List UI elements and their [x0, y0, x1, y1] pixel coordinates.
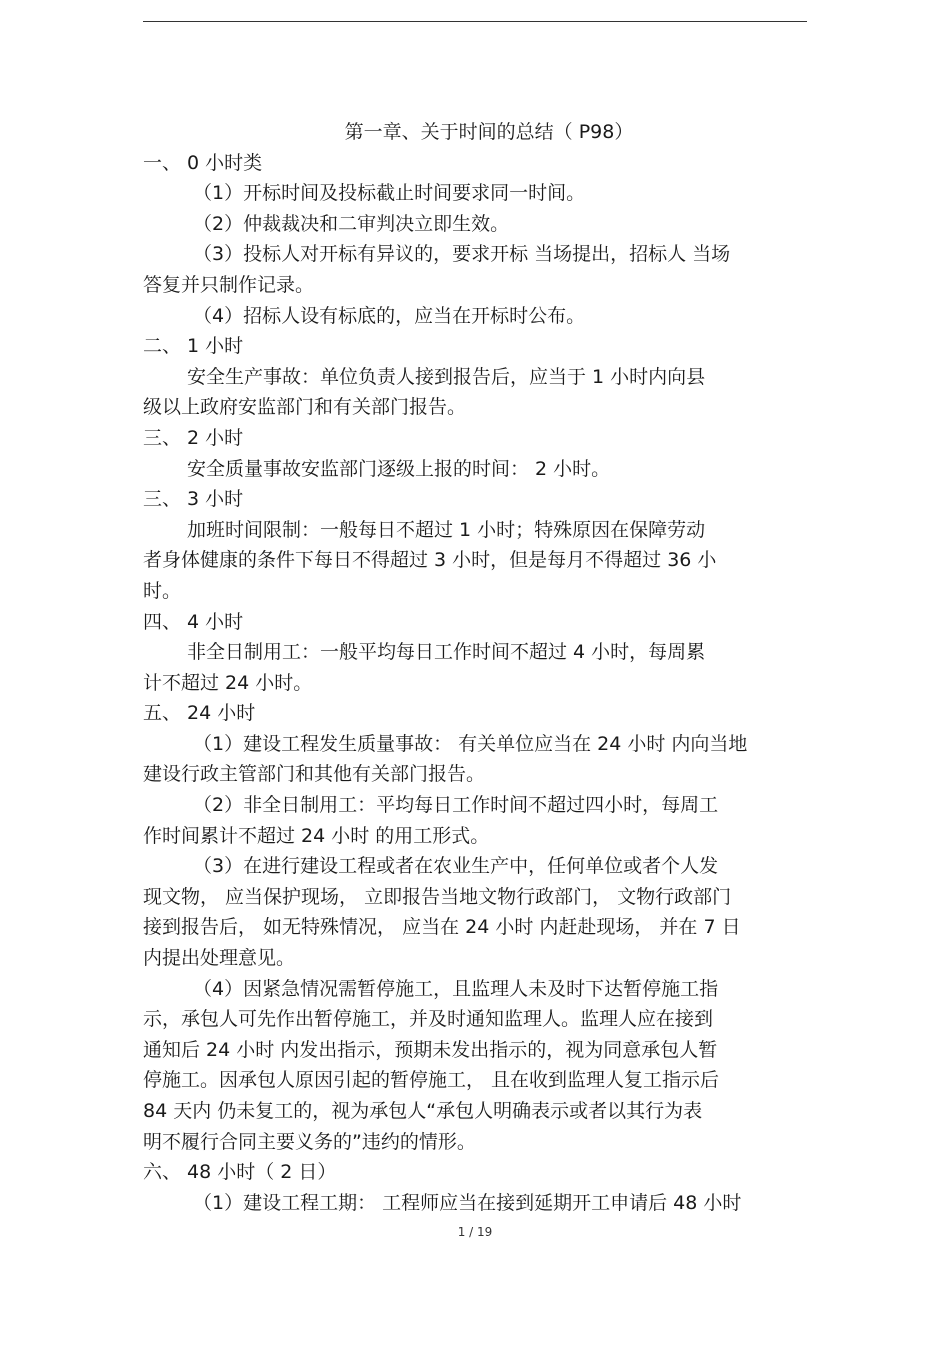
text-line: 者身体健康的条件下每日不得超过 3 小时，但是每月不得超过 36 小: [143, 549, 717, 572]
text-line: （1）建设工程发生质量事故： 有关单位应当在 24 小时 内向当地: [193, 732, 748, 755]
text-line: 四、 4 小时: [143, 610, 244, 633]
text-line: 三、 2 小时: [143, 426, 244, 449]
text-line: 停施工。因承包人原因引起的暂停施工， 且在收到监理人复工指示后: [143, 1069, 720, 1092]
text-line: 五、 24 小时: [143, 702, 256, 725]
chapter-title: 第一章、关于时间的总结（ P98）: [344, 121, 634, 143]
text-line: 84 天内 仍未复工的，视为承包人“承包人明确表示或者以其行为表: [143, 1100, 703, 1122]
text-line: 级以上政府安监部门和有关部门报告。: [143, 396, 467, 419]
text-line: 示，承包人可先作出暂停施工，并及时通知监理人。监理人应在接到: [143, 1008, 714, 1031]
text-line: 计不超过 24 小时。: [143, 671, 313, 694]
text-line: （2）非全日制用工：平均每日工作时间不超过四小时，每周工: [193, 794, 719, 817]
text-line: 六、 48 小时（ 2 日）: [143, 1161, 337, 1184]
text-line: 非全日制用工：一般平均每日工作时间不超过 4 小时，每周累: [187, 641, 706, 664]
text-line: 内提出处理意见。: [143, 947, 296, 970]
text-line: 时。: [143, 579, 182, 602]
text-line: 三、 3 小时: [143, 488, 244, 511]
text-line: 安全质量事故安监部门逐级上报的时间： 2 小时。: [187, 457, 611, 480]
text-line: 二、 1 小时: [143, 335, 244, 358]
paragraph-lines: [143, 148, 805, 1219]
text-line: 作时间累计不超过 24 小时 的用工形式。: [143, 824, 490, 847]
text-line: 接到报告后， 如无特殊情况， 应当在 24 小时 内赶赴现场， 并在 7 日: [143, 916, 741, 939]
text-line: 答复并只制作记录。: [143, 273, 315, 296]
text-line: （4）招标人设有标底的，应当在开标时公布。: [193, 304, 586, 327]
text-line: （4）因紧急情况需暂停施工，且监理人未及时下达暂停施工指: [193, 977, 719, 1000]
text-line: （2）仲裁裁决和二审判决立即生效。: [193, 212, 510, 235]
document-body: [143, 117, 805, 1218]
page-number: 1 / 19: [457, 1225, 493, 1239]
text-line: 建设行政主管部门和其他有关部门报告。: [143, 763, 486, 786]
text-line: （1）建设工程工期： 工程师应当在接到延期开工申请后 48 小时: [193, 1191, 742, 1214]
text-line: 安全生产事故：单位负责人接到报告后，应当于 1 小时内向县: [187, 365, 706, 388]
header-rule: [143, 21, 807, 22]
text-line: 加班时间限制：一般每日不超过 1 小时；特殊原因在保障劳动: [187, 518, 706, 541]
text-line: （3）在进行建设工程或者在农业生产中，任何单位或者个人发: [193, 855, 719, 878]
text-line: 明不履行合同主要义务的”违约的情形。: [143, 1130, 476, 1153]
text-line: （3）投标人对开标有异议的，要求开标 当场提出，招标人 当场: [193, 243, 731, 266]
text-line: 通知后 24 小时 内发出指示，预期未发出指示的，视为同意承包人暂: [143, 1038, 718, 1061]
text-line: 一、 0 小时类: [143, 151, 263, 174]
text-line: 现文物， 应当保护现场， 立即报告当地文物行政部门， 文物行政部门: [143, 885, 732, 908]
text-line: （1）开标时间及投标截止时间要求同一时间。: [193, 182, 586, 205]
